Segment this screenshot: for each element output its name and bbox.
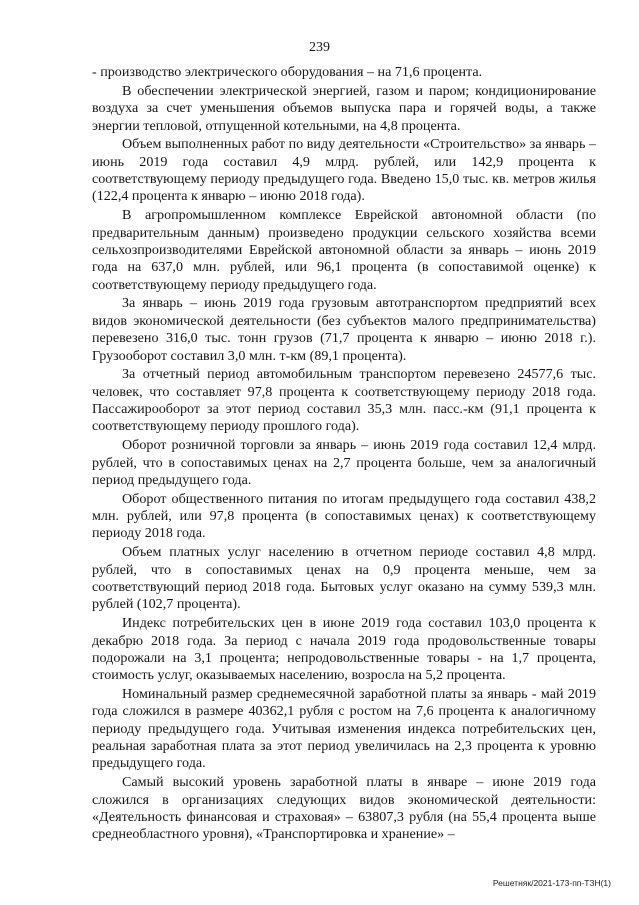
paragraph-paid-services: Объем платных услуг населению в отчетном периоде составил 4,8 млрд. рублей, что в сопоставимых ценах на 0,9 процента меньше, чем за соответствующий период 2018 года. Бытовых услуг оказано на сумму 539,3 млн. рублей (102,7 процента). [92, 544, 596, 613]
paragraph-nominal-wages: Номинальный размер среднемесячной заработной платы за январь - май 2019 года сложился в размере 40362,1 рубля с ростом на 7,6 процента к аналогичному периоду предыдущего года. Учитывая изменения индекса потребительских цен, реальная заработная плата за этот период увеличилась на 2,3 процента к уровню предыдущего года. [92, 686, 596, 772]
paragraph-passenger-transport: За отчетный период автомобильным транспортом перевезено 24577,6 тыс. человек, что составляет 97,8 процента к соответствующему периоду 2018 года. Пассажирооборот за этот период составил 35,3 млн. пасс.-км (91,1 процента к соответствующему периоду прошлого года). [92, 366, 596, 435]
paragraph-freight-transport: За январь – июнь 2019 года грузовым автотранспортом предприятий всех видов экономической деятельности (без субъектов малого предпринимательства) перевезено 316,0 тыс. тонн грузов (71,7 процента к январю – июню 2018 г.). Грузооборот составил 3,0 млн. т-км (89,1 процента). [92, 295, 596, 364]
paragraph-electrical-equipment: - производство электрического оборудования – на 71,6 процента. [92, 64, 483, 80]
paragraph-catering: Оборот общественного питания по итогам предыдущего года составил 438,2 млн. рублей, или 97,8 процента (в сопоставимых ценах) к соответствующему периоду 2018 года. [92, 490, 596, 542]
page-number: 239 [309, 40, 330, 55]
paragraph-consumer-price-index: Индекс потребительских цен в июне 2019 года составил 103,0 процента к декабрю 2018 года. За период с начала 2019 года продовольственные товары подорожали на 3,1 процента; непродовольственные товары - на 1,7 процента, стоимость услуг, оказываемых населению, возросла на 5,2 процента. [92, 615, 596, 684]
paragraph-highest-wages: Самый высокий уровень заработной платы в январе – июне 2019 года сложился в организациях следующих видов экономической деятельности: «Деятельность финансовая и страховая» – 63807,3 рубля (на 55,4 процента выше среднеобластного уровня), «Транспортировка и хранение» – [92, 774, 596, 843]
document-body [92, 64, 596, 845]
document-stamp: Решетняк/2021-173-пп-ТЗН(1) [492, 878, 611, 888]
paragraph-construction: Объем выполненных работ по виду деятельности «Строительство» за январь – июнь 2019 года составил 4,9 млрд. рублей, или 142,9 процента к соответствующему периоду предыдущего года. Введено 15,0 тыс. кв. метров жилья (122,4 процента к январю – июню 2018 года). [92, 136, 596, 205]
paragraph-energy-supply: В обеспечении электрической энергией, газом и паром; кондиционирование воздуха за счет уменьшения объемов выпуска пара и горячей воды, а также энергии тепловой, отпущенной котельными, на 4,8 процента. [92, 82, 596, 134]
paragraph-agriculture: В агропромышленном комплексе Еврейской автономной области (по предварительным данным) произведено продукции сельского хозяйства всеми сельхозпроизводителями Еврейской автономной области за январь – июнь 2019 года на 637,0 млн. рублей, или 96,1 процента (в сопоставимой оценке) к соответствующему периоду предыдущего года. [92, 207, 596, 293]
paragraph-retail-trade: Оборот розничной торговли за январь – июнь 2019 года составил 12,4 млрд. рублей, что в сопоставимых ценах на 2,7 процента больше, чем за аналогичный период предыдущего года. [92, 437, 596, 488]
